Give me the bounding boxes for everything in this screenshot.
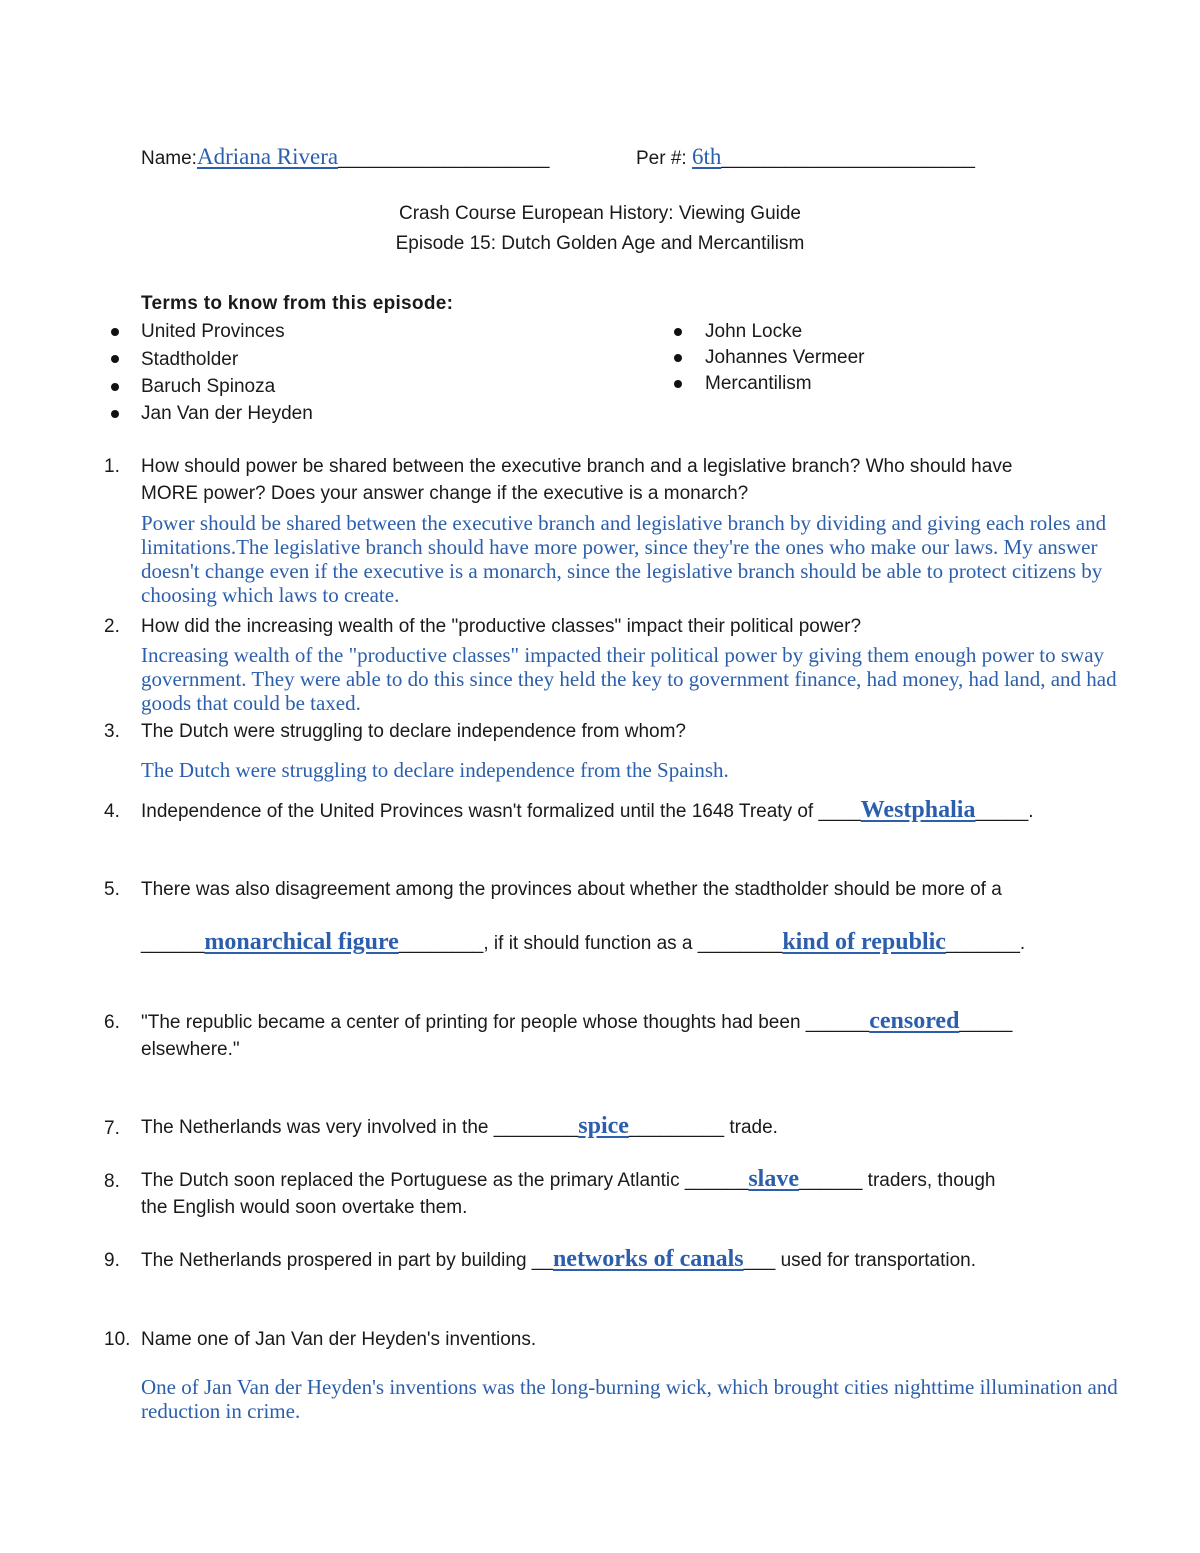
bullet-icon — [111, 383, 119, 391]
blank-line: ______ — [141, 933, 205, 954]
term-item: John Locke — [705, 321, 803, 342]
answer-text: One of Jan Van der Heyden's inventions was the long-burning wick, which brought cities nighttime illumination and reduction in crime. — [141, 1375, 1118, 1423]
question-prompt: The Netherlands was very involved in the ________ — [141, 1117, 579, 1138]
episode-title: Episode 15: Dutch Golden Age and Mercantilism — [395, 233, 805, 254]
bullet-icon — [111, 328, 119, 336]
question-number: 1. — [104, 456, 120, 477]
question-text — [141, 1246, 976, 1273]
question-text — [141, 1166, 996, 1193]
question-number: 8. — [104, 1171, 120, 1192]
question-text — [141, 1008, 1012, 1035]
question-text — [141, 797, 1034, 824]
fill-answer: kind of republic — [782, 929, 946, 955]
fill-answer: spice — [578, 1113, 629, 1139]
question-text — [141, 929, 1025, 956]
term-item: Stadtholder — [141, 349, 239, 370]
period-blank: ________________________ — [721, 148, 975, 169]
fill-answer: slave — [748, 1166, 799, 1192]
question-prompt: ________, if it should function as a ________ — [398, 933, 783, 954]
question-prompt: The Dutch soon replaced the Portuguese as the primary Atlantic ______ — [141, 1170, 749, 1191]
fill-answer: monarchical figure — [204, 929, 399, 955]
fill-answer: networks of canals — [552, 1246, 744, 1272]
question-prompt: "The republic became a center of printing for people whose thoughts had been ______ — [141, 1012, 870, 1033]
question-number: 5. — [104, 879, 120, 900]
blank-line: ___ used for transportation. — [743, 1250, 976, 1271]
blank-line: _____. — [975, 801, 1034, 822]
question-number: 7. — [104, 1118, 120, 1139]
bullet-icon — [111, 410, 119, 418]
term-item: Jan Van der Heyden — [141, 403, 313, 424]
question-number: 9. — [104, 1250, 120, 1271]
answer-text: The Dutch were struggling to declare independence from the Spainsh. — [141, 758, 729, 782]
bullet-icon — [111, 355, 119, 363]
answer-text: Increasing wealth of the "productive classes" impacted their political power by giving them enough power to sway government. They were able to do this since they held the key to government finance, had money, had land, and had goods that could be taxed. — [141, 643, 1117, 715]
question-text: How did the increasing wealth of the "productive classes" impact their political power? — [141, 616, 862, 637]
question-text: There was also disagreement among the provinces about whether the stadtholder should be more of a — [141, 879, 1002, 900]
question-text: Name one of Jan Van der Heyden's inventions. — [141, 1329, 537, 1350]
blank-line: ______ traders, though — [799, 1170, 996, 1191]
question-text: How should power be shared between the executive branch and a legislative branch? Who should have — [141, 456, 1013, 477]
blank-line: _________ trade. — [628, 1117, 778, 1138]
question-prompt: The Netherlands prospered in part by building __ — [141, 1250, 553, 1271]
question-number: 10. — [104, 1329, 131, 1350]
question-number: 4. — [104, 801, 120, 822]
term-item: Johannes Vermeer — [705, 347, 865, 368]
answer-text: Power should be shared between the executive branch and legislative branch by dividing and giving each roles and limitations.The legislative branch should have more power, since they're the ones who make our laws. My answer doesn't change even if the executive is a monarch, since the legislative branch should be able to protect citizens by choosing which laws to create. — [141, 511, 1107, 607]
terms-heading: Terms to know from this episode: — [141, 293, 454, 314]
question-number: 3. — [104, 721, 120, 742]
blank-line: _____ — [959, 1012, 1013, 1033]
question-prompt: Independence of the United Provinces wasn't formalized until the 1648 Treaty of ____ — [141, 801, 861, 822]
blank-line: _______. — [945, 933, 1026, 954]
period-row — [636, 144, 975, 170]
name-blank: ____________________ — [338, 148, 550, 169]
question-text: The Dutch were struggling to declare independence from whom? — [141, 721, 686, 742]
bullet-icon — [674, 328, 682, 336]
question-text — [141, 1113, 778, 1140]
question-text: MORE power? Does your answer change if the executive is a monarch? — [141, 483, 749, 504]
student-name: Adriana Rivera — [196, 144, 339, 169]
period-value: 6th — [691, 144, 722, 169]
name-label: Name: — [141, 148, 197, 169]
term-item: United Provinces — [141, 321, 285, 342]
bullet-icon — [674, 354, 682, 362]
period-label: Per #: — [636, 148, 687, 169]
question-number: 6. — [104, 1012, 120, 1033]
fill-answer: Westphalia — [860, 797, 976, 823]
term-item: Mercantilism — [705, 373, 812, 394]
guide-title: Crash Course European History: Viewing Guide — [398, 203, 801, 224]
question-text: the English would soon overtake them. — [141, 1197, 468, 1218]
question-text: elsewhere." — [141, 1039, 240, 1060]
bullet-icon — [674, 380, 682, 388]
fill-answer: censored — [869, 1008, 960, 1034]
term-item: Baruch Spinoza — [141, 376, 276, 397]
question-number: 2. — [104, 616, 120, 637]
name-row — [141, 144, 549, 170]
